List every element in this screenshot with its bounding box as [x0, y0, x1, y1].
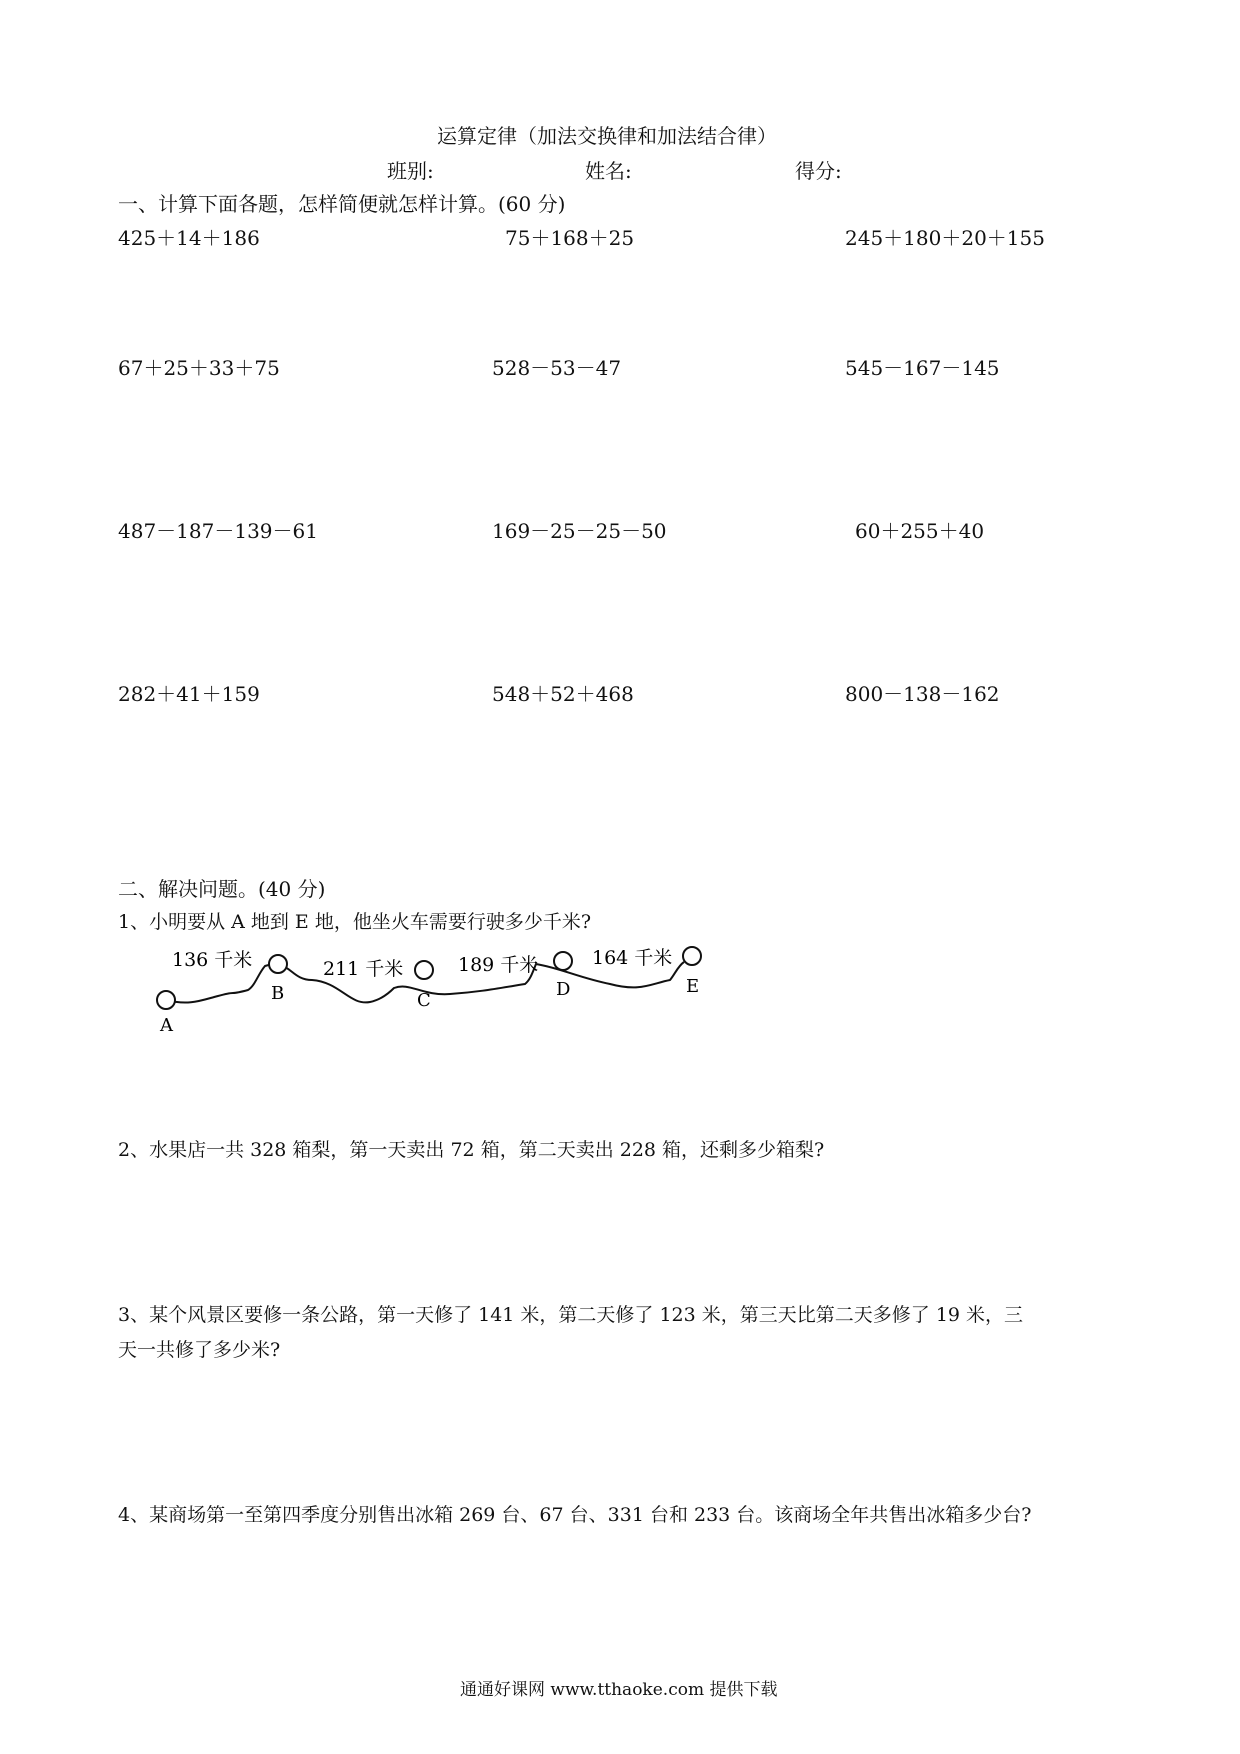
point-d-label: D: [556, 979, 571, 1000]
point-e-label: E: [686, 976, 700, 997]
expression: 425＋14＋186: [118, 226, 260, 250]
footer-credit: 通通好课网 www.tthaoke.com 提供下载: [460, 1680, 778, 1700]
distance-bc-label: 211 千米: [323, 958, 404, 980]
distance-ab-label: 136 千米: [172, 949, 253, 971]
expression: 245＋180＋20＋155: [845, 226, 1045, 250]
expression: 528－53－47: [492, 356, 622, 380]
expression: 282＋41＋159: [118, 682, 260, 706]
section2-heading: 二、解决问题。(40 分): [118, 877, 326, 901]
distance-de-label: 164 千米: [592, 947, 673, 969]
name-label: 姓名:: [585, 159, 632, 183]
expression: 60＋255＋40: [855, 519, 985, 543]
point-c-label: C: [417, 990, 431, 1011]
worksheet-title: 运算定律（加法交换律和加法结合律）: [437, 124, 777, 148]
point-b-node: [269, 955, 287, 973]
route-diagram: [140, 940, 720, 1040]
question-1: 1、小明要从 A 地到 E 地，他坐火车需要行驶多少千米?: [118, 911, 592, 933]
expression: 800－138－162: [845, 682, 1000, 706]
question-4: 4、某商场第一至第四季度分别售出冰箱 269 台、67 台、331 台和 233 台。该商场全年共售出冰箱多少台?: [118, 1504, 1032, 1526]
question-3-line-1: 3、某个风景区要修一条公路，第一天修了 141 米，第二天修了 123 米，第三天比第二天多修了 19 米，三: [118, 1304, 1024, 1326]
expression: 487－187－139－61: [118, 519, 318, 543]
expression: 75＋168＋25: [505, 226, 635, 250]
expression: 67＋25＋33＋75: [118, 356, 280, 380]
point-e-node: [683, 947, 701, 965]
distance-cd-label: 189 千米: [458, 954, 539, 976]
class-label: 班别:: [387, 159, 434, 183]
point-a-node: [157, 991, 175, 1009]
expression: 548＋52＋468: [492, 682, 634, 706]
point-a-label: A: [160, 1015, 173, 1036]
question-3-line-2: 天一共修了多少米?: [118, 1339, 281, 1361]
section1-heading: 一、计算下面各题，怎样简便就怎样计算。(60 分): [118, 192, 566, 216]
question-2: 2、水果店一共 328 箱梨，第一天卖出 72 箱，第二天卖出 228 箱，还剩多少箱梨?: [118, 1139, 825, 1161]
expression: 169－25－25－50: [492, 519, 667, 543]
score-label: 得分:: [795, 159, 842, 183]
point-d-node: [554, 952, 572, 970]
expression: 545－167－145: [845, 356, 1000, 380]
point-b-label: B: [271, 983, 285, 1004]
point-c-node: [415, 961, 433, 979]
